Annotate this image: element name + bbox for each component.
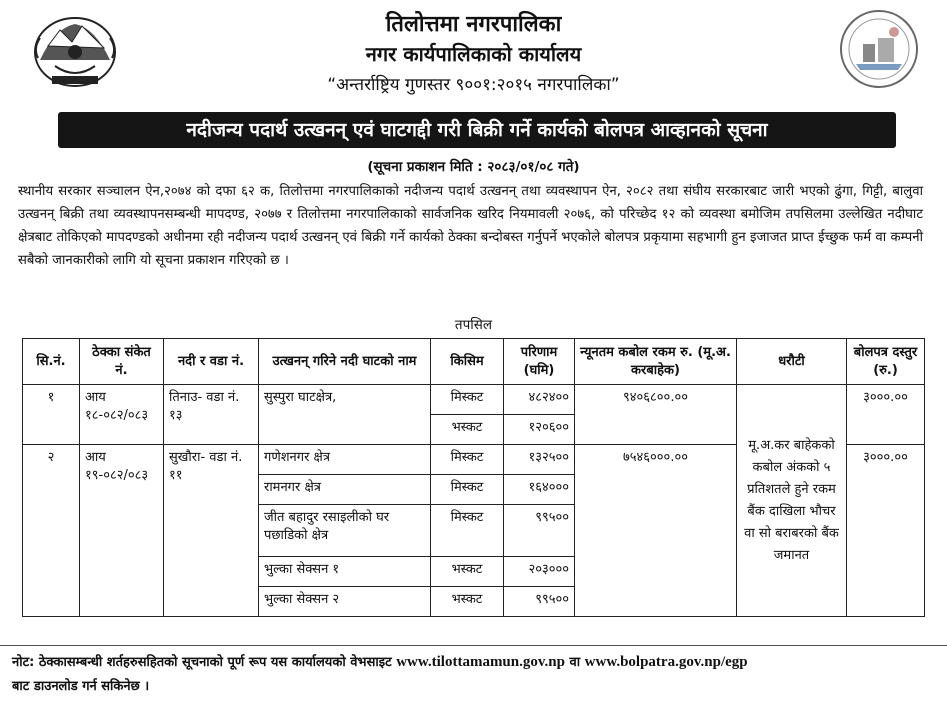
- cell-ghat-name: भुल्का सेक्सन २: [259, 587, 431, 617]
- contract-table: [22, 338, 925, 617]
- cell-ghat-name: सुस्पुरा घाटक्षेत्र,: [259, 385, 431, 445]
- cell-type: मिस्कट: [431, 445, 504, 475]
- cell-ghat-name: रामनगर क्षेत्र: [259, 475, 431, 505]
- cell-ghat-name: जीत बहादुर रसाइलीको घर पछाडिको क्षेत्र: [259, 505, 431, 557]
- cell-ghat-name: भुल्का सेक्सन १: [259, 557, 431, 587]
- header-type: किसिम: [431, 339, 504, 385]
- cell-sn: २: [23, 445, 80, 617]
- cell-type: मिस्कट: [431, 505, 504, 557]
- cell-type: भस्कट: [431, 587, 504, 617]
- note-or: वा: [569, 655, 581, 670]
- cell-contract-code: आय १९-०८२/०८३: [80, 445, 164, 617]
- header-deposit: धरौटी: [737, 339, 847, 385]
- municipality-name: तिलोत्तमा नगरपालिका: [385, 12, 562, 37]
- cell-bid-fee: ३०००.००: [847, 385, 925, 445]
- note-prefix: नोट: ठेक्कासम्बन्धी शर्तहरुसहितको सूचनाको पूर्ण रूप यस कार्यालयको वेभसाइट: [12, 655, 392, 670]
- cell-quantity: १६४०००: [504, 475, 575, 505]
- website-link-bolpatra[interactable]: www.bolpatra.gov.np/egp: [584, 654, 748, 670]
- cell-type: भस्कट: [431, 557, 504, 587]
- note-suffix: बाट डाउनलोड गर्न सकिनेछ ।: [12, 679, 150, 694]
- publication-date: (सूचना प्रकाशन मिति : २०८३/०१/०८ गते): [367, 159, 580, 175]
- cell-quantity: ९९५००: [504, 587, 575, 617]
- cell-deposit: मू.अ.कर बाहेकको कबोल अंकको ५ प्रतिशतले हुने रकम बैंक दाखिला भौचर वा सो बराबरको बैंक जमानत: [737, 385, 847, 617]
- cell-river-ward: तिनाउ- वडा नं. १३: [164, 385, 259, 445]
- footer-note: [12, 650, 935, 699]
- notice-body-paragraph: स्थानीय सरकार सञ्चालन ऐन,२०७४ को दफा ६२ क, तिलोत्तमा नगरपालिकाको नदीजन्य पदार्थ उत्खनन् तथा व्यवस्थापन ऐन, २०८२ तथा संघीय सरकारबाट जारी भएको ढुंगा, गिट्टी, बालुवा उत्खनन् बिक्री तथा व्यवस्थापनसम्बन्धी मापदण्ड, २०७७ र तिलोत्तमा नगरपालिकाको सार्वजनिक खरिद नियमावली २०७६, को परिच्छेद १२ को व्यवस्था बमोजिम तपसिलमा उल्लेखित नदीघाट क्षेत्रबाट तोकिएको मापदण्डको अधीनमा रही नदीजन्य पदार्थ उत्खनन् एवं बिक्री गर्ने कार्यको ठेक्का बन्दोबस्त गर्नुपर्ने भएकोले बोलपत्र प्रकृयामा सहभागी हुन इजाजत प्राप्त ईच्छुक फर्म वा कम्पनी सबैको जानकारीको लागि यो सूचना प्रकाशन गरिएको छ ।: [18, 184, 923, 268]
- cell-bid-fee: ३०००.००: [847, 445, 925, 617]
- website-link-tilottama[interactable]: www.tilottamamun.gov.np: [396, 654, 565, 670]
- cell-type: मिस्कट: [431, 385, 504, 415]
- cell-river-ward: सुखौरा- वडा नं. ११: [164, 445, 259, 617]
- cell-quantity: १३२५००: [504, 445, 575, 475]
- office-name: नगर कार्यपालिकाको कार्यालय: [365, 42, 582, 66]
- cell-contract-code: आय १८-०८२/०८३: [80, 385, 164, 445]
- cell-quantity: १२०६००: [504, 415, 575, 445]
- cell-quantity: २०३०००: [504, 557, 575, 587]
- header-contract-code: ठेक्का संकेत नं.: [80, 339, 164, 385]
- header-quantity: परिणाम (घमि): [504, 339, 575, 385]
- cell-min-bid: ९४०६८००.००: [575, 385, 737, 445]
- iso-tagline: “अन्तर्राष्ट्रिय गुणस्तर ९००१:२०१५ नगरपालिका”: [327, 75, 620, 95]
- cell-quantity: ४८२४००: [504, 385, 575, 415]
- header-sn: सि.नं.: [23, 339, 80, 385]
- note-divider: [0, 645, 947, 646]
- notice-title-banner: नदीजन्य पदार्थ उत्खनन् एवं घाटगद्दी गरी बिक्री गर्ने कार्यको बोलपत्र आव्हानको सूचना: [58, 112, 896, 148]
- cell-min-bid: ७५४६०००.००: [575, 445, 737, 617]
- header-ghat-name: उत्खनन् गरिने नदी घाटको नाम: [259, 339, 431, 385]
- table-row: [23, 385, 925, 415]
- cell-type: भस्कट: [431, 415, 504, 445]
- schedule-heading: तपसिल: [454, 317, 493, 333]
- table-header-row: [23, 339, 925, 385]
- header-river-ward: नदी र वडा नं.: [164, 339, 259, 385]
- cell-ghat-name: गणेशनगर क्षेत्र: [259, 445, 431, 475]
- cell-type: मिस्कट: [431, 475, 504, 505]
- header-bid-fee: बोलपत्र दस्तुर (रु.): [847, 339, 925, 385]
- cell-sn: १: [23, 385, 80, 445]
- cell-quantity: ९९५००: [504, 505, 575, 557]
- header-min-bid: न्यूनतम कबोल रकम रु. (मू.अ. करबाहेक): [575, 339, 737, 385]
